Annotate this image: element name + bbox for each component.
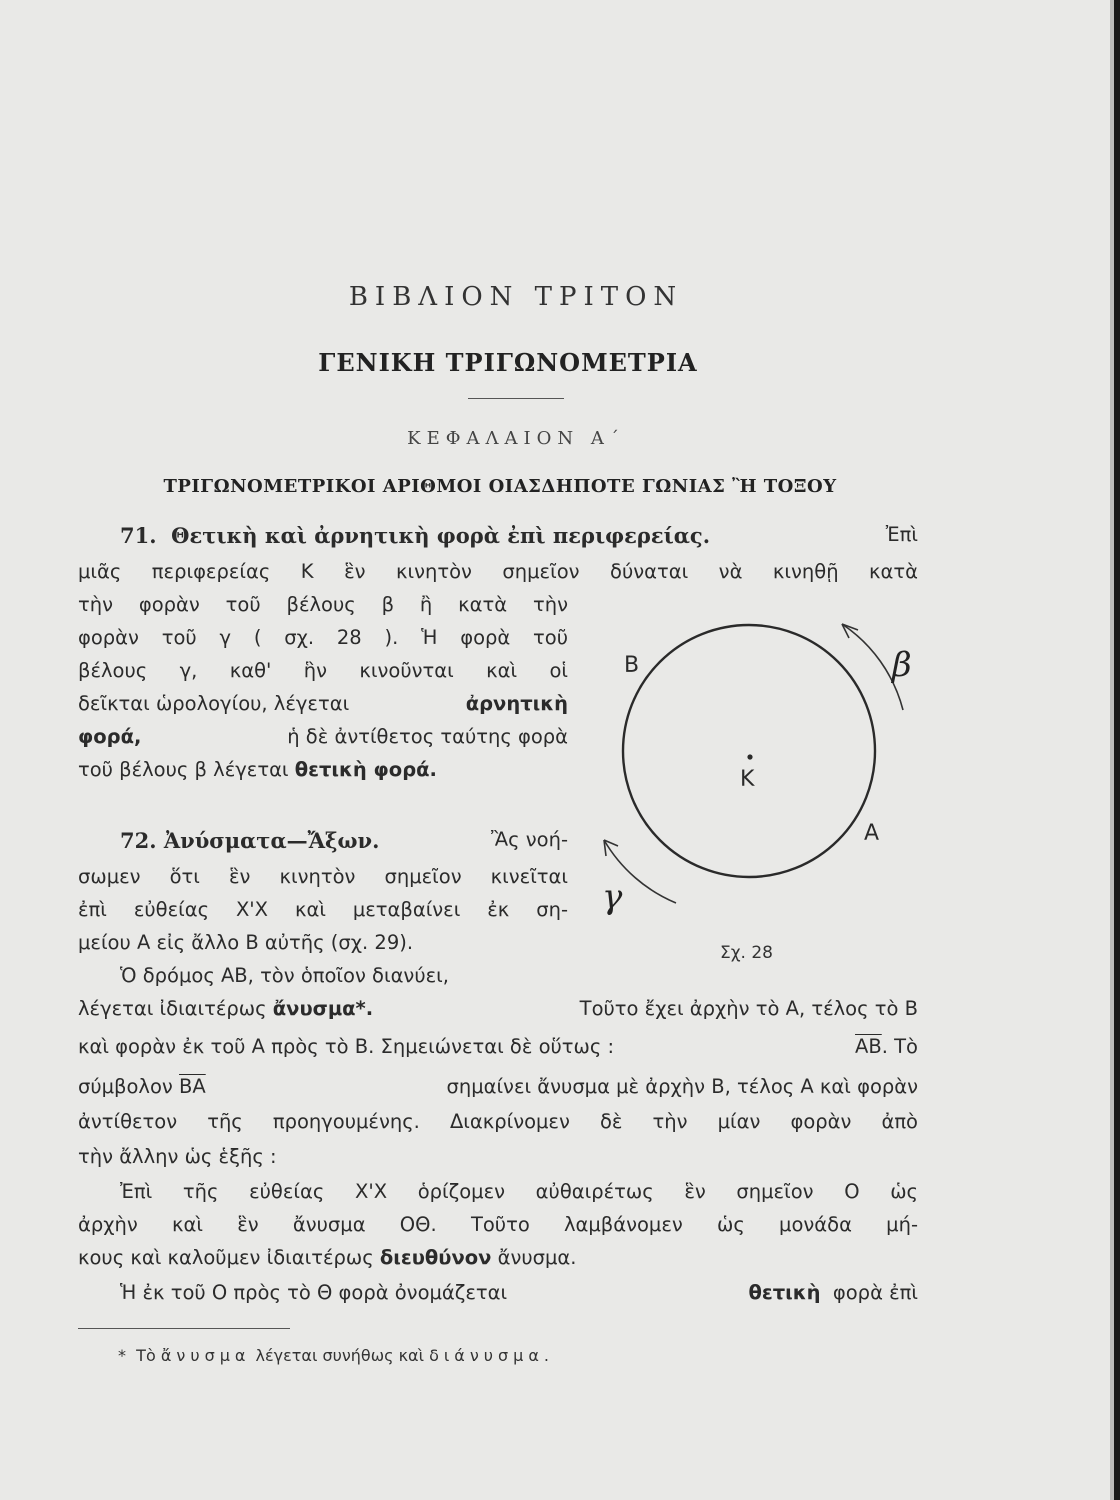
section-71-number: 71.: [120, 523, 157, 548]
label-a: Α: [864, 821, 880, 846]
section-72-heading: Ἀνύσματα—Ἄξων.: [163, 828, 380, 853]
text-span: Ἡ ἐκ τοῦ Ο πρὸς τὸ Θ φορὰ ὀνομάζεται: [120, 1281, 508, 1304]
text-span: Τὸ: [136, 1346, 156, 1365]
footnote-star: *: [118, 1346, 126, 1365]
term-negative-direction: ἀρνητικὴ: [465, 692, 568, 715]
vector-symbol-ba: $\overline{BA}$: [179, 1075, 206, 1098]
figure-caption: Σχ. 28: [720, 943, 774, 963]
vector-symbol-ab: $\overline{AB}$: [855, 1035, 882, 1058]
section-72-line: Ἐπὶ τῆς εὐθείας Χ'Χ ὁρίζομεν αὐθαιρέτως ἓν σημεῖον Ο ὡς: [120, 1180, 918, 1203]
section-72-number: 72.: [120, 828, 157, 853]
term-vector: ἄνυσμα*.: [272, 997, 374, 1020]
spaced-word: ἄνυσμα: [160, 1346, 251, 1365]
section-71-line: μιᾶς περιφερείας Κ ἓν κινητὸν σημεῖον δύναται νὰ κινηθῇ κατὰ: [78, 560, 918, 583]
section-72-line: τὴν ἄλλην ὡς ἑξῆς :: [78, 1145, 277, 1168]
label-b: Β: [624, 653, 640, 678]
footnote-divider: [78, 1328, 290, 1329]
center-point-k: [747, 754, 752, 759]
section-71-heading: Θετικὴ καὶ ἀρνητικὴ φορὰ ἐπὶ περιφερείας.: [171, 523, 711, 548]
footnote: [118, 1346, 554, 1365]
section-72-line1-tail: Ἂς νοή-: [491, 828, 568, 851]
text-span: κους καὶ καλοῦμεν ἰδιαιτέρως: [78, 1246, 374, 1269]
chapter-label: ΚΕΦΑΛΑΙΟΝ Α΄: [407, 428, 625, 449]
section-72-line: ἐπὶ εὐθείας Χ'Χ καὶ μεταβαίνει ἐκ ση-: [78, 898, 568, 921]
term-phora: φορά,: [78, 725, 142, 748]
term-positive-direction: θετικὴ φορά.: [294, 758, 437, 781]
part-title: ΓΕΝΙΚΗ ΤΡΙΓΩΝΟΜΕΤΡΙΑ: [318, 348, 698, 377]
term-positive: θετικὴ: [748, 1281, 821, 1304]
section-71-line: βέλους γ, καθ' ἣν κινοῦνται καὶ οἱ: [78, 659, 568, 682]
text-span: καὶ φορὰν ἐκ τοῦ Α πρὸς τὸ Β. Σημειώνεται δὲ οὕτως :: [78, 1035, 615, 1058]
text-span: ἡ δὲ ἀντίθετος ταύτης φορὰ: [287, 725, 568, 748]
text-span: ἄνυσμα.: [497, 1246, 577, 1269]
text-span: τοῦ βέλους β λέγεται: [78, 758, 289, 781]
text-span: σημαίνει ἄνυσμα μὲ ἀρχὴν Β, τέλος Α καὶ φορὰν: [446, 1075, 918, 1098]
section-72-line: μείου Α εἰς ἄλλο Β αὐτῆς (σχ. 29).: [78, 931, 414, 954]
text-span: φορὰ ἐπὶ: [832, 1281, 918, 1304]
text-span: Τοῦτο ἔχει ἀρχὴν τὸ Α, τέλος τὸ Β: [579, 997, 918, 1020]
section-71-line: φορὰν τοῦ γ ( σχ. 28 ). Ἡ φορὰ τοῦ: [78, 626, 568, 649]
arrow-label-beta: β: [892, 645, 912, 685]
section-71-line1-tail: Ἐπὶ: [885, 523, 918, 546]
section-72-line: ἀντίθετον τῆς προηγουμένης. Διακρίνομεν δὲ τὴν μίαν φορὰν ἀπὸ: [78, 1110, 918, 1133]
section-72-line: ἀρχὴν καὶ ἓν ἄνυσμα ΟΘ. Τοῦτο λαμβάνομεν ὡς μονάδα μή-: [78, 1213, 918, 1236]
term-unit-vector: διευθύνον: [379, 1246, 492, 1269]
arrow-label-gamma: γ: [602, 877, 623, 917]
section-72-line: Ὁ δρόμος ΑΒ, τὸν ὁποῖον διανύει,: [120, 964, 449, 987]
chapter-title: ΤΡΙΓΩΝΟΜΕΤΡΙΚΟΙ ΑΡΙΘΜΟΙ ΟΙΑΣΔΗΠΟΤΕ ΓΩΝΙΑΣ Ἢ ΤΟΞΟΥ: [163, 476, 837, 497]
text-span: . Τὸ: [881, 1035, 918, 1058]
book-title: ΒΙΒΛΙΟΝ ΤΡΙΤΟΝ: [348, 282, 684, 312]
text-span: δεῖκται ὡρολογίου, λέγεται: [78, 692, 350, 715]
circle-k: [623, 625, 875, 877]
label-k: Κ: [740, 767, 755, 792]
spaced-word: διάνυσμα.: [429, 1346, 554, 1365]
section-71-line: τὴν φορὰν τοῦ βέλους β ἢ κατὰ τὴν: [78, 593, 568, 616]
text-span: σύμβολον: [78, 1075, 173, 1098]
section-72-line: σωμεν ὅτι ἓν κινητὸν σημεῖον κινεῖται: [78, 865, 568, 888]
text-span: λέγεται ἰδιαιτέρως: [78, 997, 267, 1020]
text-span: λέγεται συνήθως καὶ: [255, 1346, 424, 1365]
